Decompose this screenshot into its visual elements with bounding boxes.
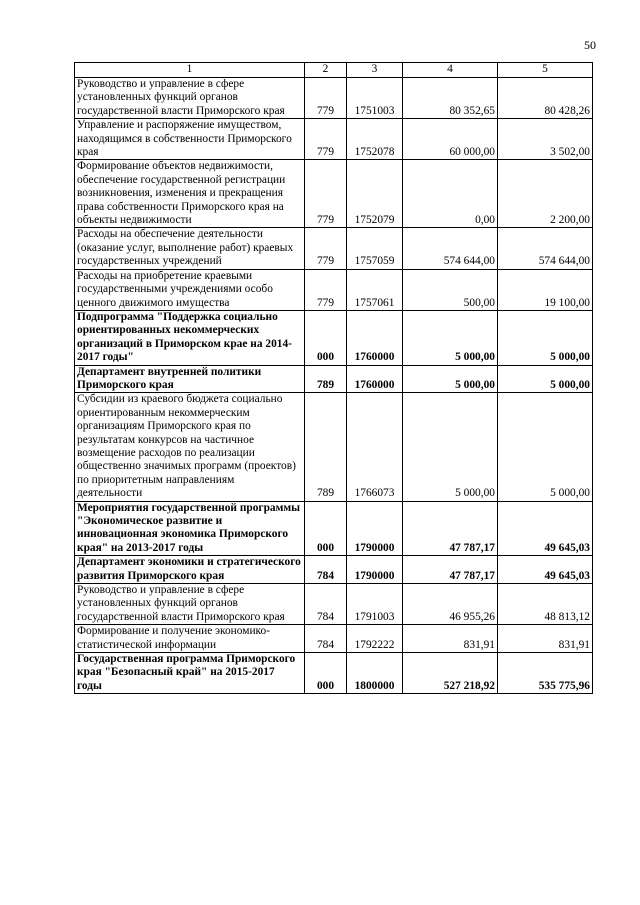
row-gr: 000 <box>305 310 347 365</box>
row-value-2017: 49 645,03 <box>498 556 593 584</box>
col-header-2: 2 <box>305 63 347 78</box>
col-header-4: 4 <box>403 63 498 78</box>
row-value-2016: 0,00 <box>403 160 498 228</box>
row-name: Департамент внутренней политики Приморского края <box>75 365 305 393</box>
row-value-2017: 19 100,00 <box>498 269 593 310</box>
row-value-2016: 5 000,00 <box>403 393 498 501</box>
row-value-2016: 80 352,65 <box>403 78 498 119</box>
row-gr: 779 <box>305 119 347 160</box>
row-name: Подпрограмма "Поддержка социально ориентированных некоммерческих организаций в Приморском крае на 2014-2017 годы" <box>75 310 305 365</box>
table-row <box>75 119 593 160</box>
row-gr: 784 <box>305 556 347 584</box>
table-header-row <box>75 63 593 78</box>
row-value-2017: 49 645,03 <box>498 501 593 556</box>
row-name: Департамент экономики и стратегического развития Приморского края <box>75 556 305 584</box>
row-gr: 784 <box>305 584 347 625</box>
row-value-2017: 3 502,00 <box>498 119 593 160</box>
row-value-2016: 831,91 <box>403 625 498 653</box>
row-name: Формирование и получение экономико-статистической информации <box>75 625 305 653</box>
table-row <box>75 653 593 694</box>
row-code: 1752079 <box>347 160 403 228</box>
row-value-2016: 527 218,92 <box>403 653 498 694</box>
table-row <box>75 393 593 501</box>
row-code: 1790000 <box>347 556 403 584</box>
table-row <box>75 501 593 556</box>
table-body <box>75 78 593 694</box>
row-gr: 784 <box>305 625 347 653</box>
row-value-2017: 2 200,00 <box>498 160 593 228</box>
row-name: Субсидии из краевого бюджета социально ориентированным некоммерческим организациям Приморского края по результатам конкурсов на частичное возмещение расходов по реализации общественно значимых программ (проектов) по приоритетным направлениям деятельности <box>75 393 305 501</box>
table-row <box>75 269 593 310</box>
row-value-2016: 5 000,00 <box>403 365 498 393</box>
row-name: Расходы на обеспечение деятельности (оказание услуг, выполнение работ) краевых государственных учреждений <box>75 228 305 269</box>
row-gr: 779 <box>305 160 347 228</box>
row-name: Государственная программа Приморского края "Безопасный край" на 2015-2017 годы <box>75 653 305 694</box>
row-value-2017: 5 000,00 <box>498 365 593 393</box>
row-value-2017: 48 813,12 <box>498 584 593 625</box>
row-code: 1760000 <box>347 310 403 365</box>
row-value-2016: 500,00 <box>403 269 498 310</box>
row-name: Расходы на приобретение краевыми государственными учреждениями особо ценного движимого имущества <box>75 269 305 310</box>
row-value-2016: 574 644,00 <box>403 228 498 269</box>
row-value-2017: 535 775,96 <box>498 653 593 694</box>
col-header-1: 1 <box>75 63 305 78</box>
row-value-2016: 46 955,26 <box>403 584 498 625</box>
row-code: 1792222 <box>347 625 403 653</box>
row-code: 1790000 <box>347 501 403 556</box>
row-value-2017: 574 644,00 <box>498 228 593 269</box>
row-name: Руководство и управление в сфере установленных функций органов государственной власти Приморского края <box>75 584 305 625</box>
row-value-2016: 5 000,00 <box>403 310 498 365</box>
row-code: 1766073 <box>347 393 403 501</box>
table-row <box>75 78 593 119</box>
row-gr: 779 <box>305 78 347 119</box>
row-gr: 000 <box>305 653 347 694</box>
row-value-2017: 80 428,26 <box>498 78 593 119</box>
budget-table <box>74 62 593 694</box>
row-code: 1751003 <box>347 78 403 119</box>
row-gr: 779 <box>305 228 347 269</box>
col-header-5: 5 <box>498 63 593 78</box>
row-name: Мероприятия государственной программы "Экономическое развитие и инновационная экономика Приморского края" на 2013-2017 годы <box>75 501 305 556</box>
table-row <box>75 310 593 365</box>
row-code: 1800000 <box>347 653 403 694</box>
page-number: 50 <box>584 38 596 52</box>
row-value-2017: 831,91 <box>498 625 593 653</box>
table-row <box>75 556 593 584</box>
row-value-2016: 47 787,17 <box>403 501 498 556</box>
col-header-3: 3 <box>347 63 403 78</box>
row-gr: 789 <box>305 393 347 501</box>
row-gr: 789 <box>305 365 347 393</box>
table-row <box>75 584 593 625</box>
row-name: Формирование объектов недвижимости, обеспечение государственной регистрации возникновения, изменения и прекращения права собственности Приморского края на объекты недвижимости <box>75 160 305 228</box>
table-row <box>75 160 593 228</box>
row-name: Руководство и управление в сфере установленных функций органов государственной власти Приморского края <box>75 78 305 119</box>
table-row <box>75 625 593 653</box>
row-value-2016: 60 000,00 <box>403 119 498 160</box>
row-code: 1791003 <box>347 584 403 625</box>
row-value-2016: 47 787,17 <box>403 556 498 584</box>
row-code: 1757061 <box>347 269 403 310</box>
row-code: 1757059 <box>347 228 403 269</box>
row-code: 1760000 <box>347 365 403 393</box>
row-value-2017: 5 000,00 <box>498 310 593 365</box>
row-name: Управление и распоряжение имуществом, находящимся в собственности Приморского края <box>75 119 305 160</box>
row-gr: 779 <box>305 269 347 310</box>
row-gr: 000 <box>305 501 347 556</box>
row-code: 1752078 <box>347 119 403 160</box>
table-row <box>75 365 593 393</box>
table-row <box>75 228 593 269</box>
row-value-2017: 5 000,00 <box>498 393 593 501</box>
